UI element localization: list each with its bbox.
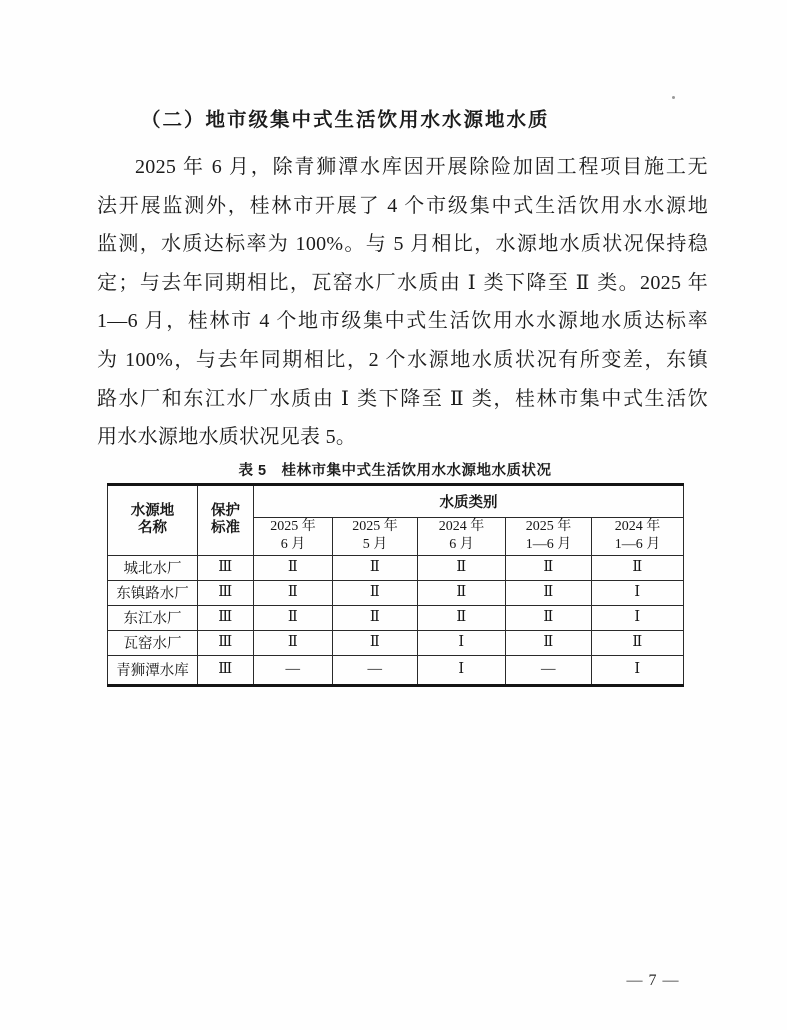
- body-paragraph: [97, 148, 708, 457]
- quality-value-cell: Ⅱ: [506, 630, 592, 655]
- quality-value-cell: Ⅰ: [592, 655, 684, 685]
- quality-value-cell: Ⅱ: [254, 580, 333, 605]
- quality-value-cell: Ⅱ: [418, 555, 506, 580]
- table-row: [108, 555, 684, 580]
- protection-standard-cell: Ⅲ: [198, 555, 254, 580]
- section-heading: （二）地市级集中式生活饮用水水源地水质: [141, 110, 550, 131]
- header-line: 名称: [138, 520, 167, 537]
- quality-value-cell: Ⅱ: [333, 555, 418, 580]
- header-line: 2024 年: [438, 519, 485, 535]
- paragraph-line: 法开展监测外，桂林市开展了 4 个市级集中式生活饮用水水源地: [97, 194, 708, 217]
- quality-value-cell: —: [506, 655, 592, 685]
- header-period: [592, 517, 684, 555]
- quality-value-cell: Ⅱ: [418, 580, 506, 605]
- header-line: 2025 年: [270, 519, 316, 535]
- quality-value-cell: Ⅱ: [333, 630, 418, 655]
- table-caption: 表 5 桂林市集中式生活饮用水水源地水质状况: [238, 462, 552, 479]
- table-header-row: [108, 484, 684, 517]
- page-content: [97, 104, 708, 687]
- quality-value-cell: Ⅰ: [592, 605, 684, 630]
- paragraph-line: 用水水源地水质状况见表 5。: [97, 426, 357, 449]
- quality-value-cell: Ⅱ: [506, 605, 592, 630]
- source-name-cell: 瓦窑水厂: [108, 630, 198, 655]
- header-line: 标准: [211, 520, 240, 537]
- table-row: [108, 605, 684, 630]
- quality-value-cell: Ⅱ: [592, 555, 684, 580]
- quality-value-cell: —: [254, 655, 333, 685]
- paragraph-line: 1—6 月，桂林市 4 个地市级集中式生活饮用水水源地水质达标率: [97, 310, 708, 333]
- header-line: 6 月: [449, 537, 474, 553]
- header-period: [418, 517, 506, 555]
- quality-value-cell: Ⅰ: [418, 655, 506, 685]
- quality-value-cell: Ⅱ: [592, 630, 684, 655]
- page-number: — 7 —: [626, 972, 680, 989]
- quality-value-cell: Ⅰ: [418, 630, 506, 655]
- paragraph-line: 为 100%，与去年同期相比，2 个水源地水质状况有所变差，东镇: [97, 348, 708, 371]
- quality-value-cell: Ⅱ: [254, 630, 333, 655]
- header-line: 保护: [211, 503, 240, 520]
- quality-value-cell: Ⅱ: [506, 555, 592, 580]
- paragraph-line: 2025 年 6 月，除青狮潭水库因开展除险加固工程项目施工无: [135, 156, 708, 178]
- header-line: 水源地: [130, 503, 175, 520]
- protection-standard-cell: Ⅲ: [198, 580, 254, 605]
- header-line: 2025 年: [525, 519, 572, 535]
- protection-standard-cell: Ⅲ: [198, 605, 254, 630]
- header-source-name: [108, 484, 198, 555]
- header-protection-standard: [198, 484, 254, 555]
- source-name-cell: 东镇路水厂: [108, 580, 198, 605]
- header-quality-category: 水质类别: [254, 484, 684, 517]
- scan-speck: [672, 96, 675, 99]
- header-line: 1—6 月: [614, 537, 661, 553]
- header-period: [254, 517, 333, 555]
- quality-value-cell: Ⅰ: [592, 580, 684, 605]
- table-row: [108, 630, 684, 655]
- protection-standard-cell: Ⅲ: [198, 655, 254, 685]
- header-period: [506, 517, 592, 555]
- paragraph-line: 监测，水质达标率为 100%。与 5 月相比，水源地水质状况保持稳: [97, 233, 708, 256]
- table-row: [108, 580, 684, 605]
- quality-value-cell: Ⅱ: [254, 605, 333, 630]
- paragraph-line: 定；与去年同期相比，瓦窑水厂水质由 Ⅰ 类下降至 Ⅱ 类。2025 年: [97, 271, 708, 294]
- protection-standard-cell: Ⅲ: [198, 630, 254, 655]
- quality-value-cell: Ⅱ: [333, 605, 418, 630]
- header-line: 1—6 月: [525, 537, 572, 553]
- source-name-cell: 东江水厂: [108, 605, 198, 630]
- header-line: 2025 年: [352, 519, 398, 535]
- header-line: 2024 年: [614, 519, 661, 535]
- source-name-cell: 城北水厂: [108, 555, 198, 580]
- table-row: [108, 655, 684, 685]
- source-name-cell: 青狮潭水库: [108, 655, 198, 685]
- quality-value-cell: Ⅱ: [506, 580, 592, 605]
- quality-value-cell: —: [333, 655, 418, 685]
- water-quality-table: [107, 483, 684, 687]
- paragraph-line: 路水厂和东江水厂水质由 Ⅰ 类下降至 Ⅱ 类，桂林市集中式生活饮: [97, 387, 708, 410]
- quality-value-cell: Ⅱ: [333, 580, 418, 605]
- header-line: 6 月: [280, 537, 306, 553]
- quality-value-cell: Ⅱ: [418, 605, 506, 630]
- quality-value-cell: Ⅱ: [254, 555, 333, 580]
- header-period: [333, 517, 418, 555]
- header-line: 5 月: [362, 537, 388, 553]
